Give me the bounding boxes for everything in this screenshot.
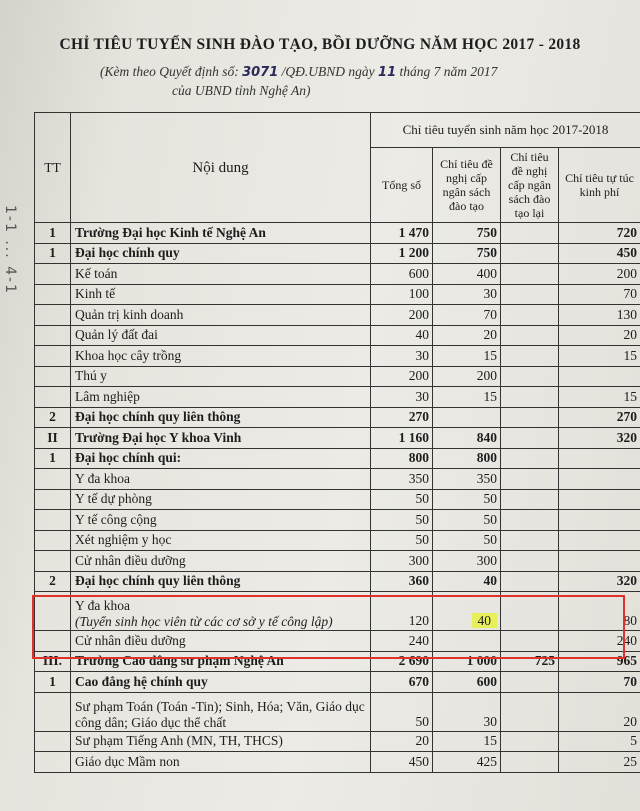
row-self-funded: 450 [559, 243, 640, 264]
table-row [35, 284, 640, 305]
row-total: 50 [371, 530, 433, 551]
decision-day: 11 [378, 65, 397, 80]
row-total: 50 [371, 692, 433, 731]
row-content: Xét nghiệm y học [71, 530, 371, 551]
row-total: 800 [371, 448, 433, 469]
row-retraining [501, 551, 559, 572]
row-total: 1 160 [371, 428, 433, 449]
row-budget: 40 [433, 571, 501, 592]
row-total: 40 [371, 325, 433, 346]
decision-number: 3071 [242, 65, 279, 80]
row-retraining: 725 [501, 651, 559, 672]
row-total: 450 [371, 752, 433, 773]
row-tt [35, 731, 71, 752]
table-row [35, 672, 640, 693]
row-tt [35, 366, 71, 387]
table-row [35, 731, 640, 752]
row-budget: 50 [433, 489, 501, 510]
table-row [35, 510, 640, 531]
row-total: 2 690 [371, 651, 433, 672]
row-budget: 20 [433, 325, 501, 346]
decision-suffix: tháng 7 năm 2017 [399, 64, 498, 79]
row-self-funded [559, 510, 640, 531]
row-retraining [501, 448, 559, 469]
table-row [35, 223, 640, 244]
table-row [35, 530, 640, 551]
row-tt [35, 551, 71, 572]
document-title: CHỈ TIÊU TUYỂN SINH ĐÀO TẠO, BỒI DƯỠNG NĂM HỌC 2017 - 2018 [59, 36, 581, 53]
row-budget: 1 000 [433, 651, 501, 672]
row-total: 240 [371, 631, 433, 652]
row-content: Y đa khoa [71, 469, 371, 490]
row-total: 600 [371, 264, 433, 285]
row-total: 50 [371, 489, 433, 510]
table-body [35, 223, 640, 773]
row-tt [35, 530, 71, 551]
row-self-funded: 320 [559, 428, 640, 449]
header-tt: TT [35, 113, 71, 223]
table-row [35, 325, 640, 346]
row-self-funded: 25 [559, 752, 640, 773]
row-total: 120 [371, 592, 433, 631]
table-row [35, 752, 640, 773]
row-content: Cử nhân điều dưỡng [71, 631, 371, 652]
table-row [35, 489, 640, 510]
row-retraining [501, 223, 559, 244]
row-content: Quản trị kinh doanh [71, 305, 371, 326]
header-total: Tổng số [371, 148, 433, 223]
row-self-funded: 240 [559, 631, 640, 652]
row-self-funded: 80 [559, 592, 640, 631]
row-total: 100 [371, 284, 433, 305]
row-retraining [501, 264, 559, 285]
row-tt [35, 346, 71, 367]
row-content: Đại học chính qui: [71, 448, 371, 469]
row-tt [35, 692, 71, 731]
table-row [35, 448, 640, 469]
row-tt: III. [35, 651, 71, 672]
row-self-funded [559, 448, 640, 469]
issuer-line: của UBND tỉnh Nghệ An) [172, 83, 311, 98]
row-self-funded: 270 [559, 407, 640, 428]
row-content: Lâm nghiệp [71, 387, 371, 408]
table-row [35, 243, 640, 264]
row-self-funded [559, 489, 640, 510]
row-total: 20 [371, 731, 433, 752]
row-budget: 350 [433, 469, 501, 490]
row-self-funded: 130 [559, 305, 640, 326]
row-tt: II [35, 428, 71, 449]
row-tt: 2 [35, 571, 71, 592]
row-retraining [501, 672, 559, 693]
row-content: Thú y [71, 366, 371, 387]
table-row [35, 305, 640, 326]
row-self-funded: 70 [559, 284, 640, 305]
row-total: 30 [371, 387, 433, 408]
row-content: Trường Đại học Kinh tế Nghệ An [71, 223, 371, 244]
row-self-funded: 20 [559, 692, 640, 731]
row-budget: 425 [433, 752, 501, 773]
row-content: Cao đẳng hệ chính quy [71, 672, 371, 693]
row-self-funded: 720 [559, 223, 640, 244]
row-total: 50 [371, 510, 433, 531]
row-self-funded: 200 [559, 264, 640, 285]
row-retraining [501, 571, 559, 592]
row-tt: 2 [35, 407, 71, 428]
row-content-note: (Tuyển sinh học viên từ các cơ sở y tế công lập) [75, 614, 333, 629]
row-budget: 15 [433, 387, 501, 408]
table-row [35, 387, 640, 408]
table-row [35, 428, 640, 449]
row-budget [433, 407, 501, 428]
row-content: Y tế dự phòng [71, 489, 371, 510]
row-self-funded: 70 [559, 672, 640, 693]
row-tt [35, 752, 71, 773]
header-retraining: Chỉ tiêu đề nghị cấp ngân sách đào tạo lại [501, 148, 559, 223]
row-budget: 30 [433, 692, 501, 731]
row-budget: 400 [433, 264, 501, 285]
header-budget: Chỉ tiêu đề nghị cấp ngân sách đào tạo [433, 148, 501, 223]
row-content: Trường Cao đẳng sư phạm Nghệ An [71, 651, 371, 672]
row-tt [35, 305, 71, 326]
decision-prefix: (Kèm theo Quyết định số: [100, 64, 239, 79]
row-content: Đại học chính quy liên thông [71, 571, 371, 592]
table-row [35, 571, 640, 592]
table-row [35, 551, 640, 572]
row-content: Khoa học cây trồng [71, 346, 371, 367]
row-self-funded: 15 [559, 346, 640, 367]
row-content: Kế toán [71, 264, 371, 285]
row-retraining [501, 346, 559, 367]
row-retraining [501, 243, 559, 264]
row-retraining [501, 407, 559, 428]
row-content: Sư phạm Toán (Toán -Tin); Sinh, Hóa; Văn, Giáo dục công dân; Giáo dục thể chất [71, 692, 371, 731]
row-content: Trường Đại học Y khoa Vinh [71, 428, 371, 449]
highlighted-value: 40 [472, 613, 498, 628]
row-retraining [501, 428, 559, 449]
row-tt [35, 489, 71, 510]
enrollment-table [34, 112, 640, 773]
row-tt: 1 [35, 243, 71, 264]
row-content: Kinh tế [71, 284, 371, 305]
row-content: Sư phạm Tiếng Anh (MN, TH, THCS) [71, 731, 371, 752]
row-self-funded [559, 530, 640, 551]
row-retraining [501, 489, 559, 510]
row-budget: 200 [433, 366, 501, 387]
row-retraining [501, 387, 559, 408]
row-self-funded: 965 [559, 651, 640, 672]
row-total: 360 [371, 571, 433, 592]
row-retraining [501, 305, 559, 326]
row-self-funded [559, 469, 640, 490]
row-tt [35, 325, 71, 346]
row-total: 30 [371, 346, 433, 367]
row-retraining [501, 284, 559, 305]
row-self-funded [559, 551, 640, 572]
row-tt [35, 387, 71, 408]
table-row [35, 346, 640, 367]
margin-handwriting: 1-1 ... 4-1 [2, 205, 18, 295]
row-retraining [501, 325, 559, 346]
table-row [35, 407, 640, 428]
table-row [35, 264, 640, 285]
row-total: 270 [371, 407, 433, 428]
row-retraining [501, 731, 559, 752]
table-row [35, 692, 640, 731]
row-self-funded: 320 [559, 571, 640, 592]
row-retraining [501, 510, 559, 531]
row-tt: 1 [35, 448, 71, 469]
row-budget: 800 [433, 448, 501, 469]
table-row [35, 469, 640, 490]
header-group: Chỉ tiêu tuyển sinh năm học 2017-2018 [371, 113, 640, 148]
row-self-funded: 15 [559, 387, 640, 408]
row-total: 200 [371, 366, 433, 387]
row-budget: 50 [433, 510, 501, 531]
row-retraining [501, 469, 559, 490]
row-budget: 300 [433, 551, 501, 572]
row-content: Cử nhân điều dưỡng [71, 551, 371, 572]
row-content: Quản lý đất đai [71, 325, 371, 346]
row-budget: 70 [433, 305, 501, 326]
row-content: Đại học chính quy [71, 243, 371, 264]
row-tt: 1 [35, 672, 71, 693]
row-total: 1 200 [371, 243, 433, 264]
row-retraining [501, 366, 559, 387]
highlight-box [32, 595, 625, 659]
decision-reference [100, 64, 497, 80]
row-total: 670 [371, 672, 433, 693]
row-content: Y tế công cộng [71, 510, 371, 531]
table-row [35, 366, 640, 387]
row-content: Đại học chính quy liên thông [71, 407, 371, 428]
row-total: 350 [371, 469, 433, 490]
row-budget: 600 [433, 672, 501, 693]
row-budget: 50 [433, 530, 501, 551]
row-total: 1 470 [371, 223, 433, 244]
row-tt [35, 510, 71, 531]
row-self-funded [559, 366, 640, 387]
row-retraining [501, 752, 559, 773]
row-budget: 15 [433, 731, 501, 752]
row-total: 300 [371, 551, 433, 572]
row-retraining [501, 530, 559, 551]
row-total: 200 [371, 305, 433, 326]
header-content: Nội dung [71, 113, 371, 223]
header-self-funded: Chỉ tiêu tự túc kinh phí [559, 148, 640, 223]
row-tt: 1 [35, 223, 71, 244]
row-tt [35, 264, 71, 285]
row-self-funded: 5 [559, 731, 640, 752]
row-content: Giáo dục Mầm non [71, 752, 371, 773]
row-self-funded: 20 [559, 325, 640, 346]
row-budget: 15 [433, 346, 501, 367]
row-tt [35, 469, 71, 490]
row-budget: 750 [433, 223, 501, 244]
row-budget: 750 [433, 243, 501, 264]
row-budget: 840 [433, 428, 501, 449]
row-content-line1: Y đa khoa [75, 598, 130, 613]
row-retraining [501, 692, 559, 731]
row-budget: 30 [433, 284, 501, 305]
row-tt [35, 284, 71, 305]
decision-middle: /QĐ.UBND ngày [281, 64, 375, 79]
